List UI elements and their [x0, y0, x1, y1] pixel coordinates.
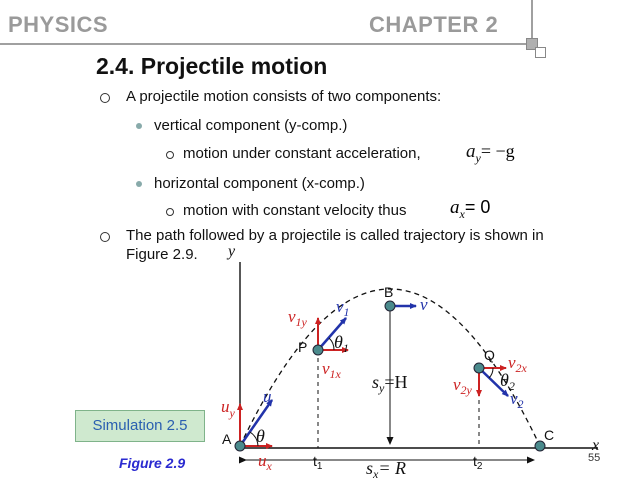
- figure-caption: Figure 2.9: [119, 455, 186, 471]
- theta-label: θ: [256, 426, 265, 446]
- point-b-dot: [385, 301, 395, 311]
- label-b: B: [384, 284, 394, 300]
- ax-subscript: x: [459, 207, 465, 221]
- v1-label: $v_1$: [336, 297, 350, 319]
- ay-rhs: = −g: [480, 141, 515, 161]
- bullet-vertical: vertical component (y-comp.): [154, 117, 348, 134]
- theta2-label: $\theta_2$: [500, 370, 515, 393]
- t1-label: $t_1$: [313, 453, 323, 472]
- t2-label: $t_2$: [473, 453, 483, 472]
- point-a-dot: [235, 441, 245, 451]
- bullet-trajectory-line2: Figure 2.9.: [126, 246, 198, 263]
- uy-label: $u_y$: [221, 397, 235, 420]
- chapter-header: CHAPTER 2: [369, 12, 499, 37]
- point-q-dot: [474, 363, 484, 373]
- ux-label: $u_x$: [258, 451, 272, 473]
- ay-subscript: y: [475, 151, 481, 165]
- ax-symbol: a: [450, 197, 460, 218]
- bullet-vertical-detail: motion under constant acceleration,: [183, 145, 421, 162]
- ax-rhs: = 0: [464, 197, 491, 217]
- theta1-label: $\theta_1$: [334, 332, 349, 355]
- v1x-label: $v_{1x}$: [322, 359, 341, 381]
- bullet-horizontal: horizontal component (x-comp.): [154, 175, 365, 192]
- v2-label: $v_2$: [510, 389, 524, 411]
- v-label: v: [420, 295, 428, 314]
- point-p-dot: [313, 345, 323, 355]
- v2x-label: $v_{2x}$: [508, 353, 527, 375]
- y-axis-label: y: [228, 243, 236, 260]
- v1y-label: $v_{1y}$: [288, 307, 307, 329]
- bullet-components: A projectile motion consists of two components:: [126, 88, 442, 105]
- bullet-horizontal-detail: motion with constant velocity thus: [183, 202, 407, 219]
- ay-symbol: a: [466, 141, 476, 162]
- label-p: P: [298, 339, 308, 355]
- sx-label: $s_x= R$: [366, 458, 406, 479]
- slide-title: 2.4. Projectile motion: [96, 53, 328, 79]
- simulation-button[interactable]: Simulation 2.5: [75, 410, 205, 442]
- label-a: A: [222, 431, 232, 447]
- u-label: u: [263, 387, 272, 406]
- x-axis-label: x: [592, 437, 600, 454]
- page-number: 55: [588, 452, 601, 464]
- label-q: Q: [484, 347, 495, 363]
- label-c: C: [544, 427, 555, 443]
- sy-label: $s_y=H$: [372, 372, 408, 395]
- v2y-label: $v_{2y}$: [453, 375, 472, 397]
- bullet-trajectory-line1: The path followed by a projectile is called trajectory is shown in: [126, 227, 544, 244]
- subject-header: PHYSICS: [8, 12, 109, 37]
